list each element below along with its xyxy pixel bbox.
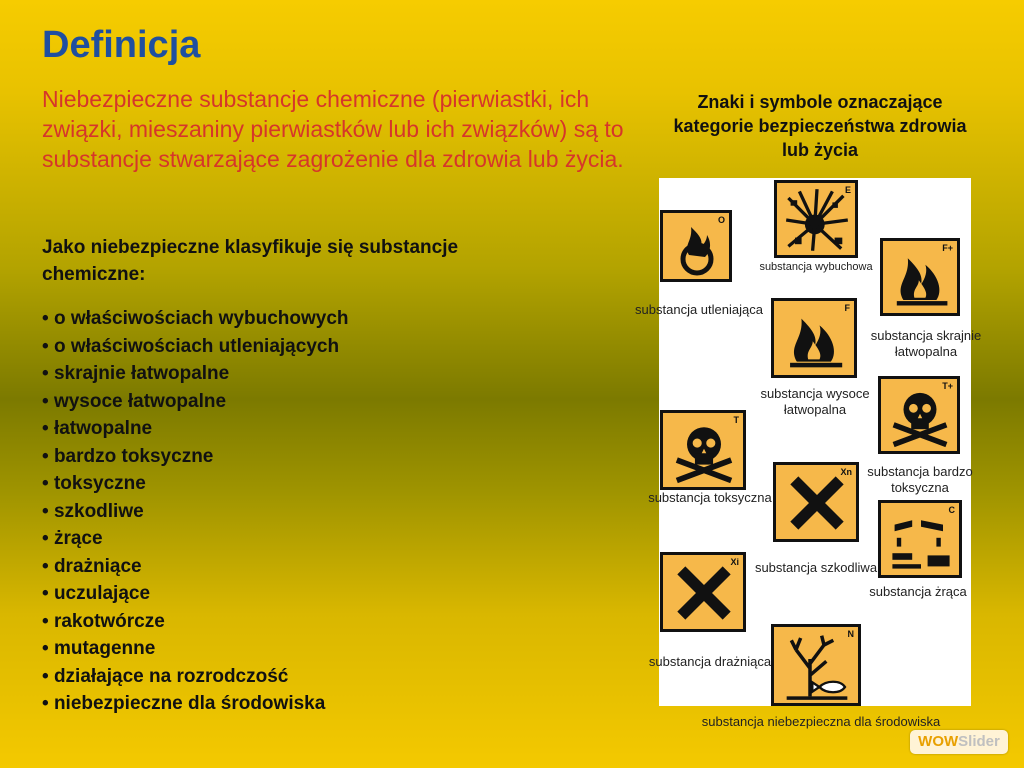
list-item: • niebezpieczne dla środowiska xyxy=(42,690,349,718)
list-item: • skrajnie łatwopalne xyxy=(42,360,349,388)
list-item: • bardzo toksyczne xyxy=(42,443,349,471)
corrosive-label: substancja żrąca xyxy=(869,584,967,599)
oxidizing-label: substancja utleniająca xyxy=(635,302,763,317)
flame-icon xyxy=(887,245,955,311)
skull-crossbones-icon xyxy=(667,417,741,485)
toxic-symbol xyxy=(660,410,746,490)
list-item: • uczulające xyxy=(42,580,349,608)
hazard-symbols-panel xyxy=(635,178,982,706)
classification-heading: Jako niebezpieczne klasyfikuje się substancje chemiczne: xyxy=(42,237,459,285)
symbol-code: C xyxy=(948,505,955,515)
wowslider-logo: WOWSlider xyxy=(910,730,1008,754)
slide-title: Definicja xyxy=(42,24,201,66)
corrosion-icon xyxy=(885,507,957,573)
flame-over-circle-icon xyxy=(667,217,727,277)
list-item: • o właściwościach utleniających xyxy=(42,333,349,361)
symbol-code: T+ xyxy=(942,381,953,391)
toxic-label: substancja toksyczna xyxy=(648,490,772,505)
list-item: • działające na rozrodczość xyxy=(42,663,349,691)
cross-icon xyxy=(667,559,741,627)
explosion-icon xyxy=(781,187,853,253)
oxidizing-symbol xyxy=(660,210,732,282)
extremely-flammable-symbol xyxy=(880,238,960,316)
list-item: • mutagenne xyxy=(42,635,349,663)
list-item: • łatwopalne xyxy=(42,415,349,443)
corrosive-symbol xyxy=(878,500,962,578)
dead-tree-fish-icon xyxy=(778,631,856,701)
symbol-code: T xyxy=(733,415,739,425)
list-item: • o właściwościach wybuchowych xyxy=(42,305,349,333)
symbol-code: F xyxy=(844,303,850,313)
harmful-symbol xyxy=(773,462,859,542)
explosive-symbol xyxy=(774,180,858,258)
symbols-caption: Znaki i symbole oznaczające kategorie bezpieczeństwa zdrowia lub życia xyxy=(673,92,967,160)
skull-crossbones-icon xyxy=(885,383,955,449)
explosive-label: substancja wybuchowa xyxy=(759,261,873,273)
irritant-symbol xyxy=(660,552,746,632)
symbol-code: E xyxy=(844,185,851,195)
list-item: • szkodliwe xyxy=(42,498,349,526)
environment-label: substancja niebezpieczna dla środowiska xyxy=(701,714,941,729)
very-toxic-symbol xyxy=(878,376,960,454)
highly-flammable-symbol xyxy=(771,298,857,378)
cross-icon xyxy=(780,469,854,537)
symbol-code: F+ xyxy=(942,243,953,253)
list-item: • żrące xyxy=(42,525,349,553)
highly-flammable-label: substancja wysoce łatwopalna xyxy=(760,386,870,417)
symbol-code: Xn xyxy=(840,467,852,477)
list-item: • toksyczne xyxy=(42,470,349,498)
symbol-code: O xyxy=(717,215,725,225)
definition-text: Niebezpieczne substancje chemiczne (pierwiastki, ich związki, mieszaniny pierwiastków lub ich związków) są to substancje stwarzające zagrożenie dla zdrowia lub życia. xyxy=(42,86,624,172)
extremely-flammable-label: substancja skrajnie łatwopalna xyxy=(870,328,982,359)
symbol-code: N xyxy=(847,629,854,639)
list-item: • wysoce łatwopalne xyxy=(42,388,349,416)
list-item: • drażniące xyxy=(42,553,349,581)
irritant-label: substancja drażniąca xyxy=(648,654,772,669)
symbol-code: Xi xyxy=(730,557,739,567)
list-item: • rakotwórcze xyxy=(42,608,349,636)
flame-icon xyxy=(778,305,852,373)
very-toxic-label: substancja bardzo toksyczna xyxy=(867,464,973,495)
harmful-label: substancja szkodliwa xyxy=(754,560,878,575)
hazard-category-list xyxy=(42,305,349,718)
environment-symbol xyxy=(771,624,861,706)
